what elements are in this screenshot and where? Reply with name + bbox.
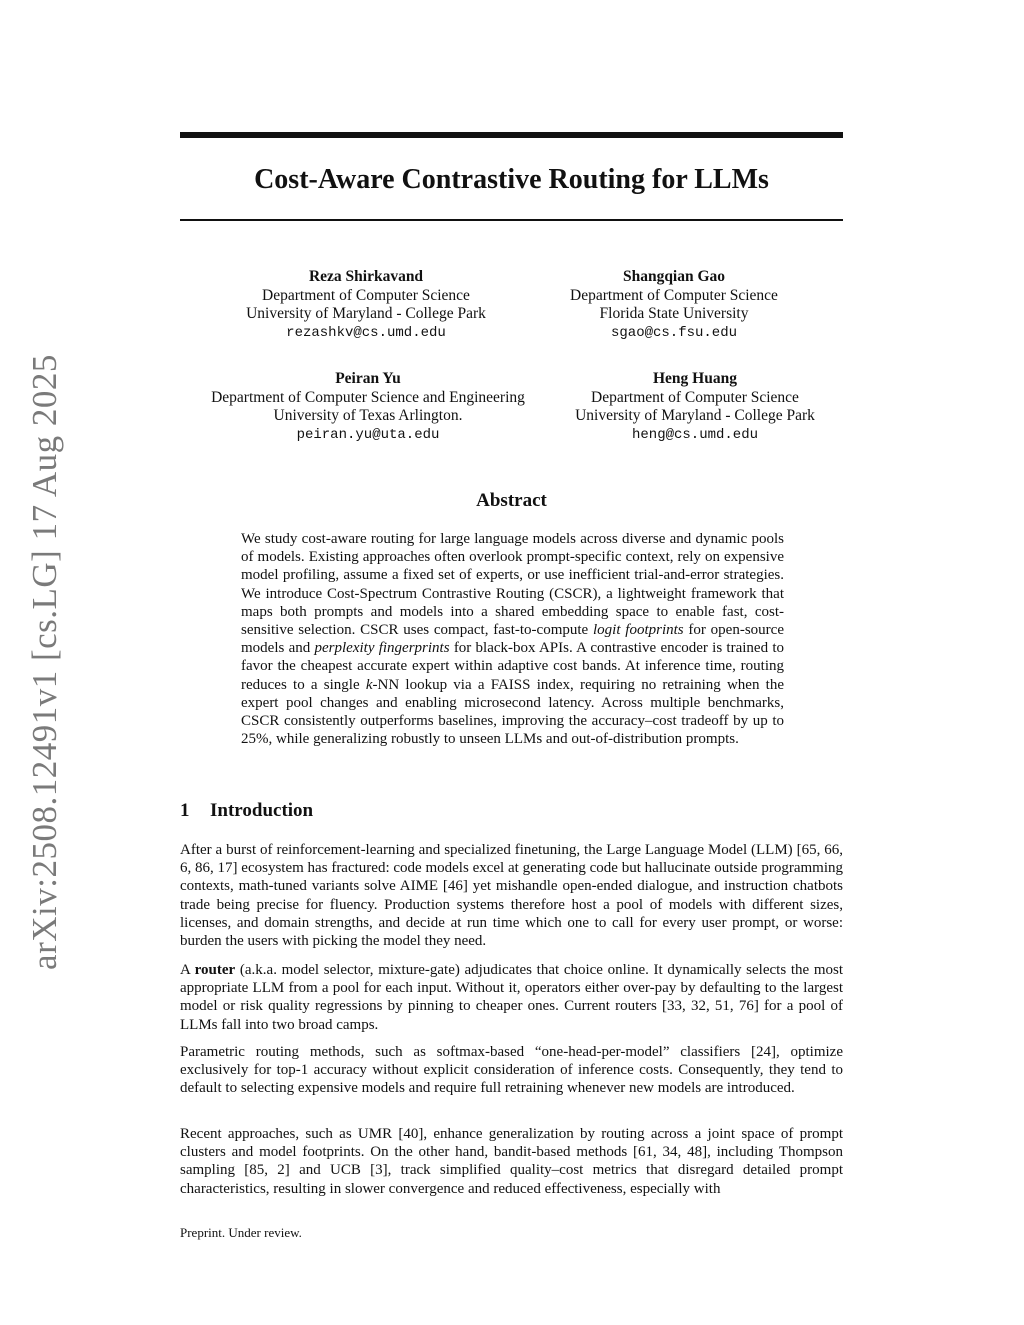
intro-paragraph-1: After a burst of reinforcement-learning and specialized finetuning, the Large Language Model (LLM) [65, 66, 6, 86, 17] ecosystem has fractured: code models excel at generating code but hallucinate outside programming contexts, math-tuned variants solve AIME [46] yet mishandle open-ended dialogue, and instruction chatbots trade being precise for fluency. Production systems therefore host a pool of models with different sizes, licenses, and domain strengths, and decide at run time which one to call for every user prompt, or worse: burden the users with picking the model they need. bbox=[180, 842, 843, 950]
abstract-segment: We study cost-aware routing for large language models across diverse and dynamic pools of models. Existing approaches often overlook prompt-specific context, rely on expensive model profiling, assume a fixed set of experts, or use inefficient trial-and-error strategies. We introduce Cost-Spectrum Contrastive Routing (CSCR), a lightweight framework that maps both prompts and models into a shared embedding space to enable fast, cost-sensitive selection. CSCR uses compact, fast-to-compute bbox=[241, 531, 784, 639]
intro-paragraph-3: Parametric routing methods, such as softmax-based “one-head-per-model” classifiers [24], optimize exclusively for top-1 accuracy without explicit consideration of inference costs. Consequently, they tend to default to selecting expensive models and require full retraining whenever new models are introduced. bbox=[180, 1044, 843, 1097]
author-email: peiran.yu@uta.edu bbox=[296, 426, 440, 443]
author-department: Department of Computer Science and Engineering bbox=[211, 388, 525, 406]
author-name: Peiran Yu bbox=[335, 370, 401, 387]
author-department: Department of Computer Science bbox=[591, 388, 799, 406]
abstract-emphasis: logit footprints bbox=[592, 622, 684, 639]
author-affiliation: University of Maryland - College Park bbox=[575, 407, 815, 424]
author-block bbox=[515, 370, 875, 444]
author-affiliation: Florida State University bbox=[599, 305, 749, 322]
section-title: Introduction bbox=[210, 800, 314, 821]
author-block bbox=[186, 268, 546, 342]
section-heading bbox=[180, 800, 313, 822]
paper-title: Cost-Aware Contrastive Routing for LLMs bbox=[254, 164, 769, 195]
author-name: Reza Shirkavand bbox=[308, 268, 424, 285]
abstract-segment: -NN lookup via a FAISS index, requiring no retraining when the expert pool changes and enabling microsecond latency. Across multiple benchmarks, CSCR consistently outperforms baselines, improving the accuracy–cost tradeoff by up to 25%, while generalizing robustly to unseen LLMs and out-of-distribution prompts. bbox=[241, 676, 784, 748]
abstract-heading: Abstract bbox=[476, 490, 547, 511]
author-department: Department of Computer Science bbox=[262, 286, 470, 304]
author-affiliation: University of Maryland - College Park bbox=[246, 305, 486, 322]
author-name: Shangqian Gao bbox=[622, 268, 726, 285]
intro-paragraph-2 bbox=[180, 961, 843, 1034]
abstract-text bbox=[241, 530, 784, 748]
author-email: rezashkv@cs.umd.edu bbox=[286, 324, 446, 341]
paragraph-segment: A bbox=[180, 962, 195, 978]
abstract-segment: for open-source models and bbox=[241, 622, 784, 657]
preprint-footer: Preprint. Under review. bbox=[180, 1225, 302, 1240]
author-affiliation: University of Texas Arlington. bbox=[273, 407, 463, 424]
abstract-segment: for black-box APIs. A contrastive encoder is trained to favor the cheapest accurate expert within adaptive cost bands. At inference time, routing reduces to a single bbox=[241, 640, 784, 693]
section-number: 1 bbox=[180, 800, 190, 821]
author-email: sgao@cs.fsu.edu bbox=[610, 324, 738, 341]
author-email: heng@cs.umd.edu bbox=[631, 426, 759, 443]
author-name: Heng Huang bbox=[653, 370, 737, 387]
abstract-emphasis: perplexity fingerprints bbox=[314, 640, 450, 657]
abstract-math-k: k bbox=[365, 676, 373, 693]
title-top-rule bbox=[180, 132, 843, 138]
author-department: Department of Computer Science bbox=[570, 286, 778, 304]
title-bottom-rule bbox=[180, 219, 843, 221]
paragraph-segment: (a.k.a. model selector, mixture-gate) adjudicates that choice online. It dynamically selects the most appropriate LLM from a pool for each input. Without it, operators either over-pay by defaulting to the largest model or risk quality regressions by pinning to cheaper ones. Current routers [33, 32, 51, 76] for a pool of LLMs fall into two broad camps. bbox=[180, 962, 843, 1033]
author-block bbox=[494, 268, 854, 342]
router-term: router bbox=[194, 962, 236, 978]
author-block bbox=[188, 370, 548, 444]
intro-paragraph-4: Recent approaches, such as UMR [40], enhance generalization by routing across a joint space of prompt clusters and model footprints. On the other hand, bandit-based methods [61, 34, 48], including Thompson sampling [85, 2] and UCB [3], track simplified quality–cost metrics that disregard detailed prompt characteristics, resulting in slower convergence and reduced effectiveness, especially with bbox=[180, 1126, 843, 1197]
arxiv-stamp: arXiv:2508.12491v1 [cs.LG] 17 Aug 2025 bbox=[25, 354, 64, 970]
